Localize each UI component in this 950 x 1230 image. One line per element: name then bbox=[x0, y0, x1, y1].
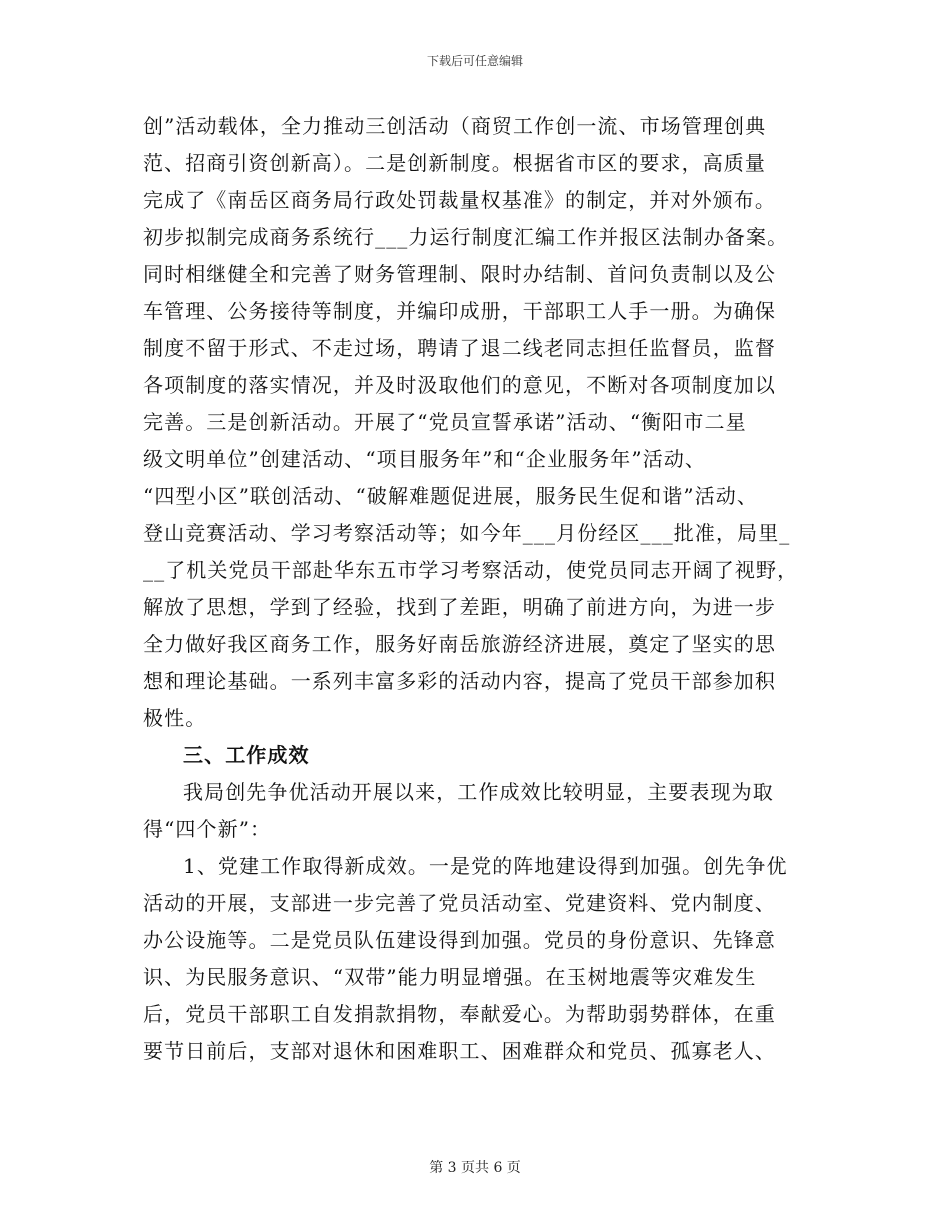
paragraph-line: 要节日前后，支部对退休和困难职工、困难群众和党员、孤寡老人、 bbox=[143, 1039, 776, 1063]
page-footer: 第 3 页共 6 页 bbox=[429, 1160, 521, 1176]
body-text bbox=[143, 108, 815, 1070]
paragraph-line: 极性。 bbox=[143, 706, 207, 730]
paragraph-line: 得“四个新”： bbox=[143, 817, 272, 841]
paragraph-line: 1、党建工作取得新成效。一是党的阵地建设得到加强。创先争优 bbox=[183, 854, 788, 878]
paragraph-line: 级文明单位”创建活动、“项目服务年”和“企业服务年”活动、 bbox=[143, 447, 707, 471]
paragraph-line: 范、招商引资创新高）。二是创新制度。根据省市区的要求，高质量 bbox=[143, 151, 766, 175]
paragraph-line: 办公设施等。二是党员队伍建设得到加强。党员的身份意识、先锋意 bbox=[143, 928, 776, 952]
paragraph-line: 各项制度的落实情况，并及时汲取他们的意见，不断对各项制度加以 bbox=[143, 373, 776, 397]
paragraph-line: 想和理论基础。一系列丰富多彩的活动内容，提高了党员干部参加积 bbox=[143, 669, 776, 693]
paragraph-line: 识、为民服务意识、“双带”能力明显增强。在玉树地震等灾难发生 bbox=[143, 965, 757, 989]
paragraph-line: 完善。三是创新活动。开展了“党员宣誓承诺”活动、“衡阳市二星 bbox=[143, 410, 747, 434]
paragraph-line: 初步拟制完成商务系统行___力运行制度汇编工作并报区法制办备案。 bbox=[143, 225, 789, 249]
page-header: 下载后可任意编辑 bbox=[426, 54, 523, 68]
paragraph-line: 登山竞赛活动、学习考察活动等；如今年___月份经区___批准，局里_ bbox=[143, 521, 791, 545]
paragraph-line: “四型小区”联创活动、“破解难题促进展，服务民生促和谐”活动、 bbox=[143, 484, 758, 508]
section-heading: 三、工作成效 bbox=[183, 743, 310, 767]
paragraph-line: 同时相继健全和完善了财务管理制、限时办结制、首问负责制以及公 bbox=[143, 262, 776, 286]
paragraph-line: 车管理、公务接待等制度，并编印成册，干部职工人手一册。为确保 bbox=[143, 299, 776, 323]
paragraph-line: 我局创先争优活动开展以来，工作成效比较明显，主要表现为取 bbox=[183, 780, 774, 804]
paragraph-line: 后，党员干部职工自发捐款捐物，奉献爱心。为帮助弱势群体，在重 bbox=[143, 1002, 776, 1026]
paragraph-line: 完成了《南岳区商务局行政处罚裁量权基准》的制定，并对外颁布。 bbox=[143, 188, 776, 212]
paragraph-line: 活动的开展，支部进一步完善了党员活动室、党建资料、党内制度、 bbox=[143, 891, 776, 915]
paragraph-line: __了机关党员干部赴华东五市学习考察活动，使党员同志开阔了视野， bbox=[143, 558, 799, 582]
paragraph-line: 解放了思想，学到了经验，找到了差距，明确了前进方向，为进一步 bbox=[143, 595, 776, 619]
paragraph-line: 创”活动载体，全力推动三创活动（商贸工作创一流、市场管理创典 bbox=[143, 114, 767, 138]
paragraph-line: 全力做好我区商务工作，服务好南岳旅游经济进展，奠定了坚实的思 bbox=[143, 632, 776, 656]
paragraph-line: 制度不留于形式、不走过场，聘请了退二线老同志担任监督员，监督 bbox=[143, 336, 776, 360]
